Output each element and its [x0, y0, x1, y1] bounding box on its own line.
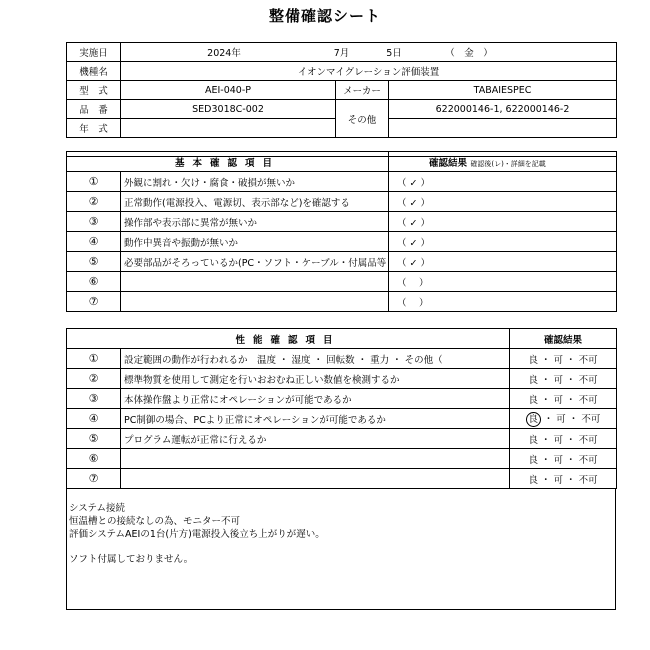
result-fail: 不可 — [581, 413, 601, 425]
basic-item-row — [67, 232, 617, 252]
performance-item-row — [67, 449, 617, 469]
result-acceptable: 可 — [553, 434, 564, 446]
basic-item-row — [67, 292, 617, 312]
performance-item-row — [67, 369, 617, 389]
result-good: 良 — [528, 374, 538, 386]
result-good: 良 — [528, 454, 538, 466]
basic-item-row — [67, 212, 617, 232]
basic-item-row — [67, 252, 617, 272]
equipment-info-table — [66, 42, 617, 157]
item-result-options: 良 ・ 可 ・ 不可 — [510, 349, 617, 369]
performance-check-table — [66, 328, 617, 489]
item-result-options: 良 ・ 可 ・ 不可 — [510, 429, 617, 449]
item-result-check: （ ✓ ） — [389, 172, 617, 192]
item-text: 設定範囲の動作が行われるか 温度 ・ 湿度 ・ 回転数 ・ 重力 ・ その他（ — [121, 349, 510, 369]
performance-item-row — [67, 389, 617, 409]
model-row — [67, 62, 617, 81]
note-line — [69, 541, 613, 553]
basic-header-row — [67, 152, 617, 172]
date-month: 7月 — [333, 48, 350, 59]
item-number: ④ — [67, 409, 121, 429]
part-row — [67, 100, 617, 119]
item-number: ④ — [67, 232, 121, 252]
result-fail: 不可 — [578, 354, 598, 366]
performance-item-row — [67, 469, 617, 489]
item-text: 動作中異音や振動が無いか — [121, 232, 389, 252]
model-value: イオンマイグレーション評価装置 — [121, 62, 617, 81]
item-text: 標準物質を使用して測定を行いおおむね正しい数値を検測するか — [121, 369, 510, 389]
item-result-options: 良 ・ 可 ・ 不可 — [510, 409, 617, 429]
basic-item-row — [67, 172, 617, 192]
item-text: 本体操作盤より正常にオペレーションが可能であるか — [121, 389, 510, 409]
result-fail: 不可 — [578, 394, 598, 406]
performance-item-row — [67, 409, 617, 429]
result-fail: 不可 — [578, 434, 598, 446]
item-result-check: （ ✓ ） — [389, 252, 617, 272]
note-line: ソフト付属しておりません。 — [69, 554, 194, 565]
other-value: 622000146-1, 622000146-2 — [389, 100, 617, 119]
date-weekday: （ 金 ） — [445, 48, 493, 59]
result-acceptable: 可 — [553, 454, 564, 466]
result-good: 良 — [528, 394, 538, 406]
item-result-options: 良 ・ 可 ・ 不可 — [510, 469, 617, 489]
maker-label: メーカー — [336, 81, 389, 100]
item-number: ③ — [67, 212, 121, 232]
date-label: 実施日 — [67, 43, 121, 62]
item-result-options: 良 ・ 可 ・ 不可 — [510, 389, 617, 409]
item-result-check: （ ） — [389, 272, 617, 292]
basic-check-table — [66, 151, 617, 312]
basic-result-header — [389, 152, 617, 172]
performance-item-row — [67, 429, 617, 449]
item-number: ⑥ — [67, 272, 121, 292]
performance-item-row — [67, 349, 617, 369]
item-result-options: 良 ・ 可 ・ 不可 — [510, 369, 617, 389]
item-result-check: （ ） — [389, 292, 617, 312]
result-acceptable: 可 — [553, 394, 564, 406]
result-fail: 不可 — [578, 454, 598, 466]
item-result-options: 良 ・ 可 ・ 不可 — [510, 449, 617, 469]
item-text: PC制御の場合、PCより正常にオペレーションが可能であるか — [121, 409, 510, 429]
result-acceptable: 可 — [553, 374, 564, 386]
model-label: 機種名 — [67, 62, 121, 81]
item-number: ② — [67, 369, 121, 389]
item-result-check: （ ✓ ） — [389, 232, 617, 252]
performance-header-row — [67, 329, 617, 349]
notes-box — [66, 488, 616, 610]
item-result-check: （ ✓ ） — [389, 212, 617, 232]
result-good: 良 — [528, 354, 538, 366]
result-acceptable: 可 — [556, 413, 566, 425]
date-row — [67, 43, 617, 62]
result-good: 良 — [528, 434, 538, 446]
item-number: ⑥ — [67, 449, 121, 469]
basic-item-row — [67, 272, 617, 292]
note-line: システム接続 — [69, 503, 126, 514]
year-label: 年 式 — [67, 119, 121, 138]
item-result-check: （ ✓ ） — [389, 192, 617, 212]
year-value — [121, 119, 336, 138]
note-line: 恒温槽との接続なしの為、モニター不可 — [69, 516, 241, 527]
item-number: ⑦ — [67, 469, 121, 489]
date-year: 2024年 — [207, 48, 241, 59]
basic-result-title: 確認結果 — [429, 157, 468, 169]
item-text: 正常動作(電源投入、電源切、表示部など)を確認する — [121, 192, 389, 212]
date-value — [121, 43, 617, 62]
type-label: 型 式 — [67, 81, 121, 100]
result-acceptable: 可 — [553, 474, 564, 486]
item-number: ① — [67, 172, 121, 192]
item-text: プログラム運転が正常に行えるか — [121, 429, 510, 449]
item-text — [121, 292, 389, 312]
item-text — [121, 272, 389, 292]
item-number: ⑤ — [67, 429, 121, 449]
item-text — [121, 469, 510, 489]
item-text: 操作部や表示部に異常が無いか — [121, 212, 389, 232]
type-value: AEI-040-P — [121, 81, 336, 100]
performance-result-header: 確認結果 — [510, 329, 617, 349]
performance-header: 性能確認項目 — [67, 329, 510, 349]
item-text: 必要部品がそろっているか(PC・ソフト・ケーブル・付属品等 — [121, 252, 389, 272]
note-line: 評価システムAEIの1台(片方)電源投入後立ち上がりが遅い。 — [69, 529, 325, 540]
result-good: 良 — [526, 412, 541, 427]
item-text: 外観に割れ・欠け・腐食・破損が無いか — [121, 172, 389, 192]
type-row — [67, 81, 617, 100]
item-number: ② — [67, 192, 121, 212]
other-value-2 — [389, 119, 617, 138]
part-label: 品 番 — [67, 100, 121, 119]
result-acceptable: 可 — [553, 354, 564, 366]
item-text — [121, 449, 510, 469]
item-number: ③ — [67, 389, 121, 409]
date-day: 5日 — [386, 48, 402, 59]
basic-header: 基本確認項目 — [67, 152, 389, 172]
result-fail: 不可 — [578, 474, 598, 486]
maker-value: TABAIESPEC — [389, 81, 617, 100]
basic-item-row — [67, 192, 617, 212]
item-number: ⑤ — [67, 252, 121, 272]
result-fail: 不可 — [578, 374, 598, 386]
other-label: その他 — [336, 100, 389, 138]
item-number: ① — [67, 349, 121, 369]
part-value: SED3018C-002 — [121, 100, 336, 119]
page-title: 整備確認シート — [268, 7, 381, 25]
item-number: ⑦ — [67, 292, 121, 312]
basic-result-note: 確認後(レ)・詳細を記載 — [470, 159, 546, 168]
result-good: 良 — [528, 474, 538, 486]
